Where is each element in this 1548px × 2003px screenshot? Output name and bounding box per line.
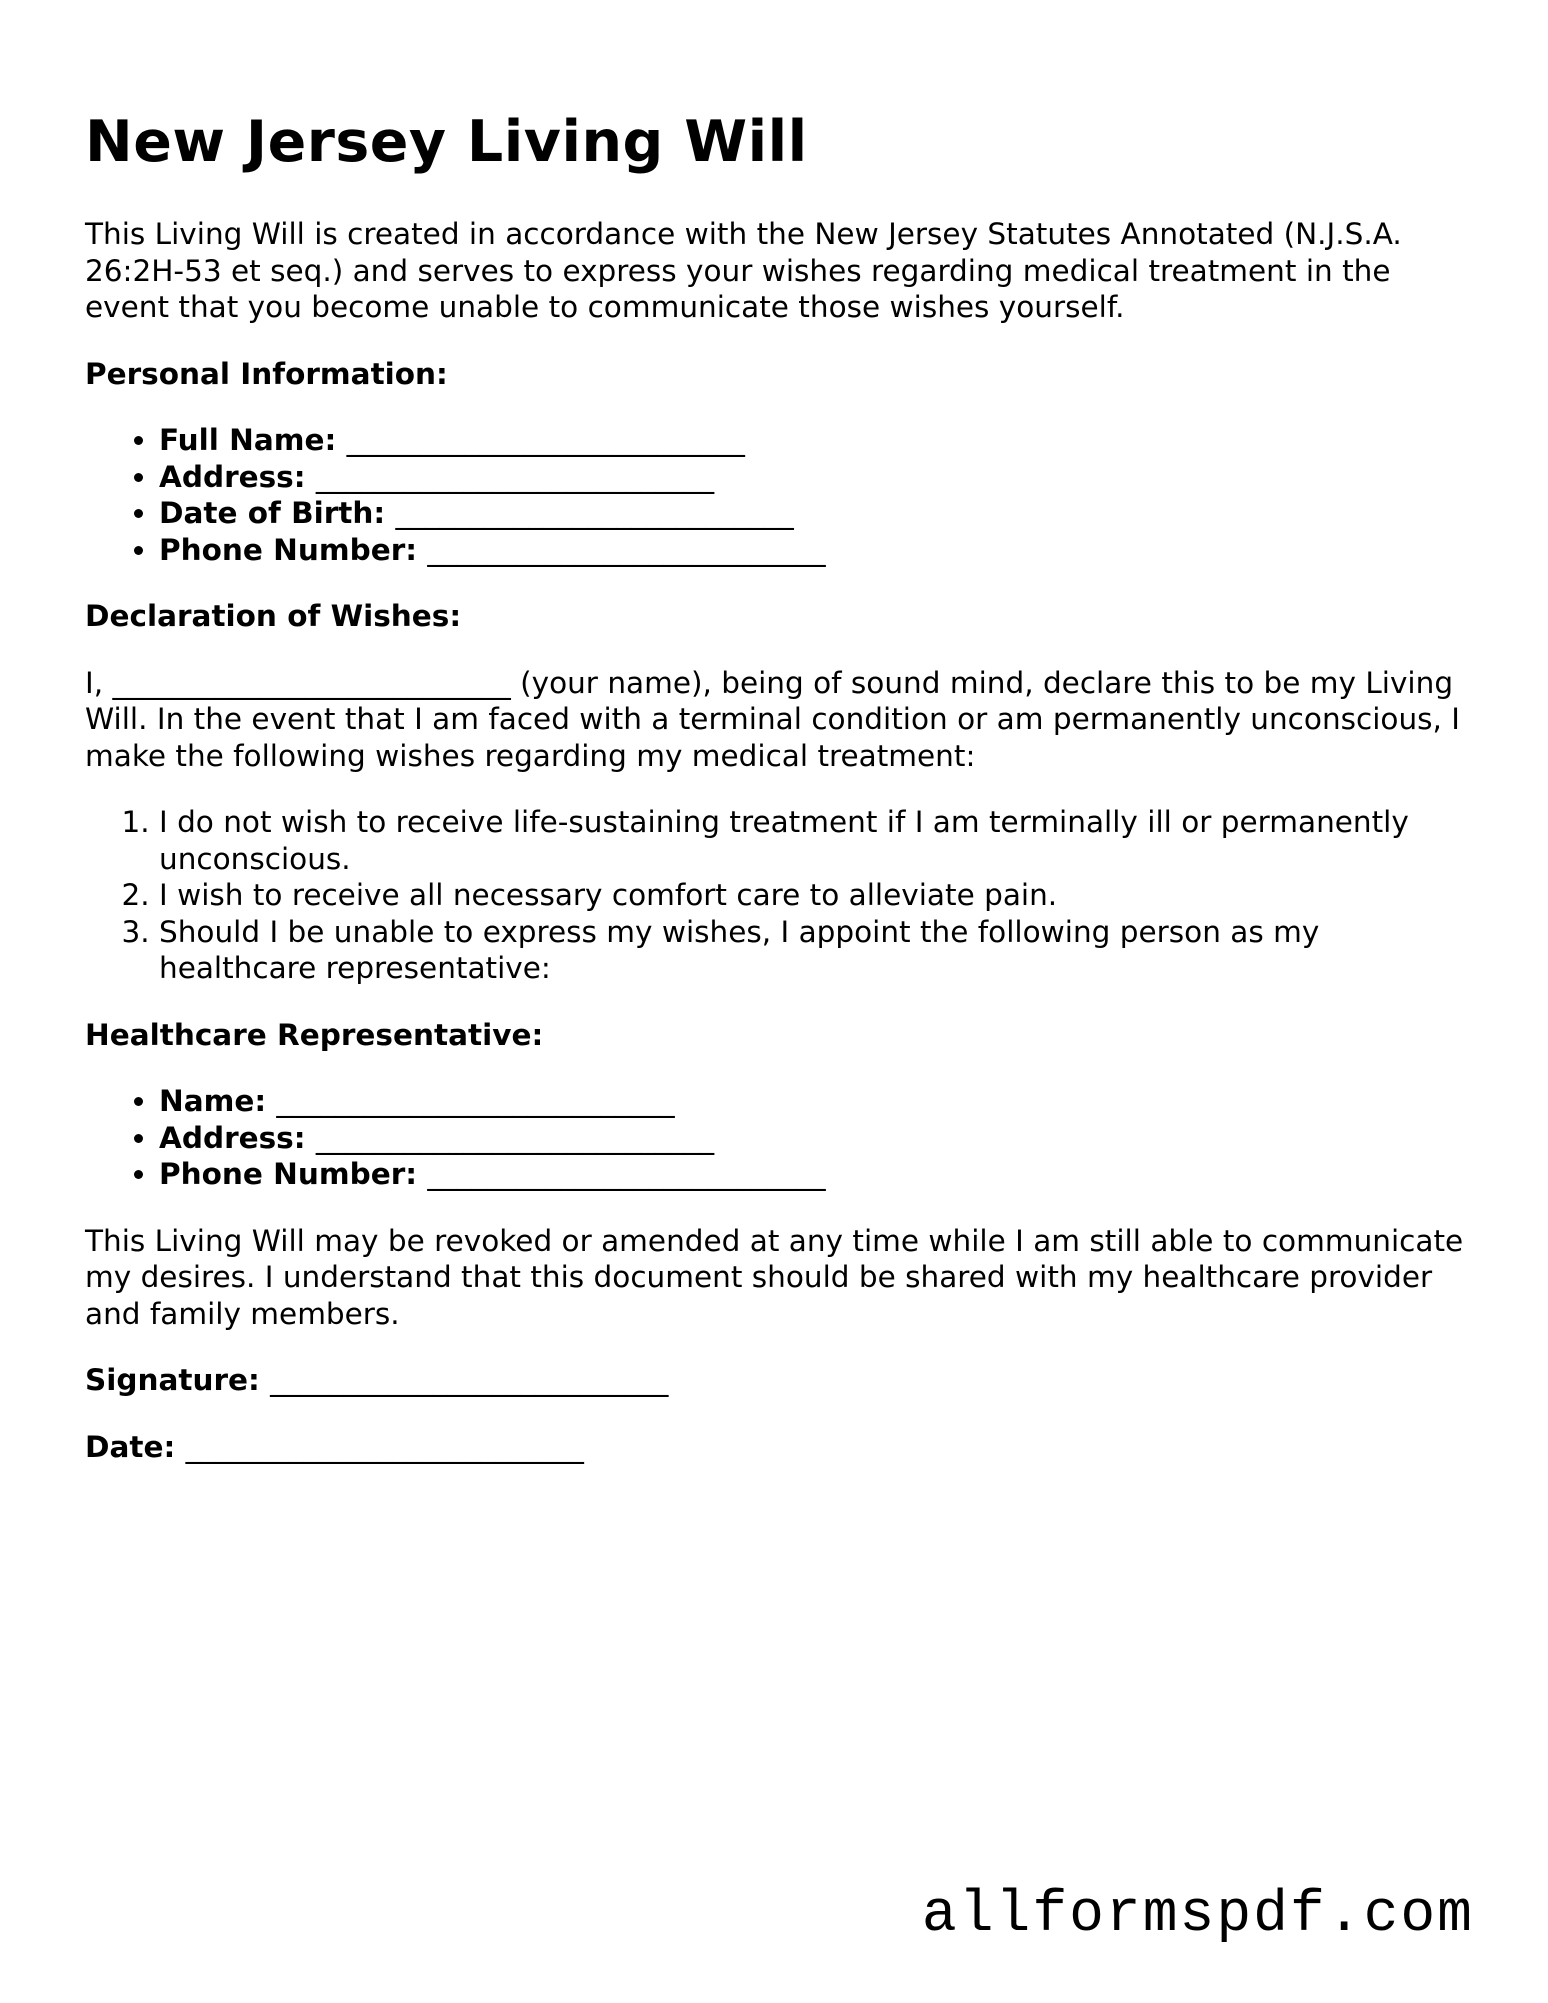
full-name-field [159, 422, 1465, 459]
field-label: Full Name: [159, 423, 337, 457]
representative-phone-blank[interactable]: ___________________________ [427, 1157, 826, 1191]
document-page [85, 108, 1465, 1465]
field-label: Date of Birth: [159, 496, 386, 530]
representative-address-blank[interactable]: ___________________________ [315, 1120, 715, 1155]
declaration-paragraph [85, 665, 1465, 775]
intro-paragraph: This Living Will is created in accordance with the New Jersey Statutes Annotated (N.J.S.A. 26:2H-53 et seq.) and serves to express your wishes regarding medical treatment in the event that you become unable to communicate those wishes yourself. [85, 217, 1402, 324]
representative-list [85, 1083, 1465, 1193]
wish-item: 3. Should I be unable to express my wishes, I appoint the following person as my healthcare representative: [159, 914, 1465, 987]
revocation-paragraph: This Living Will may be revoked or amended at any time while I am still able to communicate my desires. I understand that this document should be shared with my healthcare provider and family members. [85, 1223, 1464, 1331]
wishes-list [85, 804, 1465, 987]
date-label: Date: [85, 1429, 176, 1464]
address-blank[interactable]: ___________________________ [315, 459, 715, 494]
personal-info-list [85, 422, 1465, 568]
field-label: Address: [159, 1120, 306, 1155]
wish-item: 2. I wish to receive all necessary comfort care to alleviate pain. [159, 877, 1465, 914]
field-label: Phone Number: [159, 532, 418, 567]
address-field [159, 459, 1465, 496]
signature-line [85, 1362, 1465, 1399]
declarant-name-blank[interactable]: ___________________________ [112, 665, 511, 700]
declaration-prefix: I, [85, 665, 113, 700]
representative-phone-field [159, 1156, 1465, 1193]
wish-item: 1. I do not wish to receive life-sustaining treatment if I am terminally ill or permanently unconscious. [159, 804, 1465, 877]
date-line [85, 1429, 1465, 1466]
signature-blank[interactable]: ___________________________ [270, 1363, 669, 1397]
representative-name-field [159, 1083, 1465, 1120]
personal-info-heading: Personal Information: [85, 356, 448, 391]
declaration-suffix: (your name), being of sound mind, declare this to be my Living Will. In the event that I am faced with a terminal condition or am permanently unconscious, I make the following wishes regarding my medical treatment: [85, 665, 1461, 773]
phone-number-blank[interactable]: ___________________________ [427, 532, 826, 567]
field-label: Phone Number: [159, 1157, 418, 1191]
field-label: Address: [159, 459, 306, 494]
phone-number-field [159, 532, 1465, 569]
field-label: Name: [159, 1084, 267, 1118]
full-name-blank[interactable]: ___________________________ [346, 423, 745, 457]
representative-address-field [159, 1120, 1465, 1157]
watermark: allformspdf.com [921, 1883, 1474, 1948]
date-blank[interactable]: ___________________________ [185, 1429, 584, 1464]
page-title: New Jersey Living Will [85, 109, 808, 175]
representative-heading: Healthcare Representative: [85, 1017, 544, 1052]
representative-name-blank[interactable]: ___________________________ [276, 1084, 675, 1118]
declaration-heading: Declaration of Wishes: [85, 599, 462, 633]
signature-label: Signature: [85, 1363, 260, 1397]
date-of-birth-blank[interactable]: ___________________________ [395, 496, 794, 530]
date-of-birth-field [159, 495, 1465, 532]
